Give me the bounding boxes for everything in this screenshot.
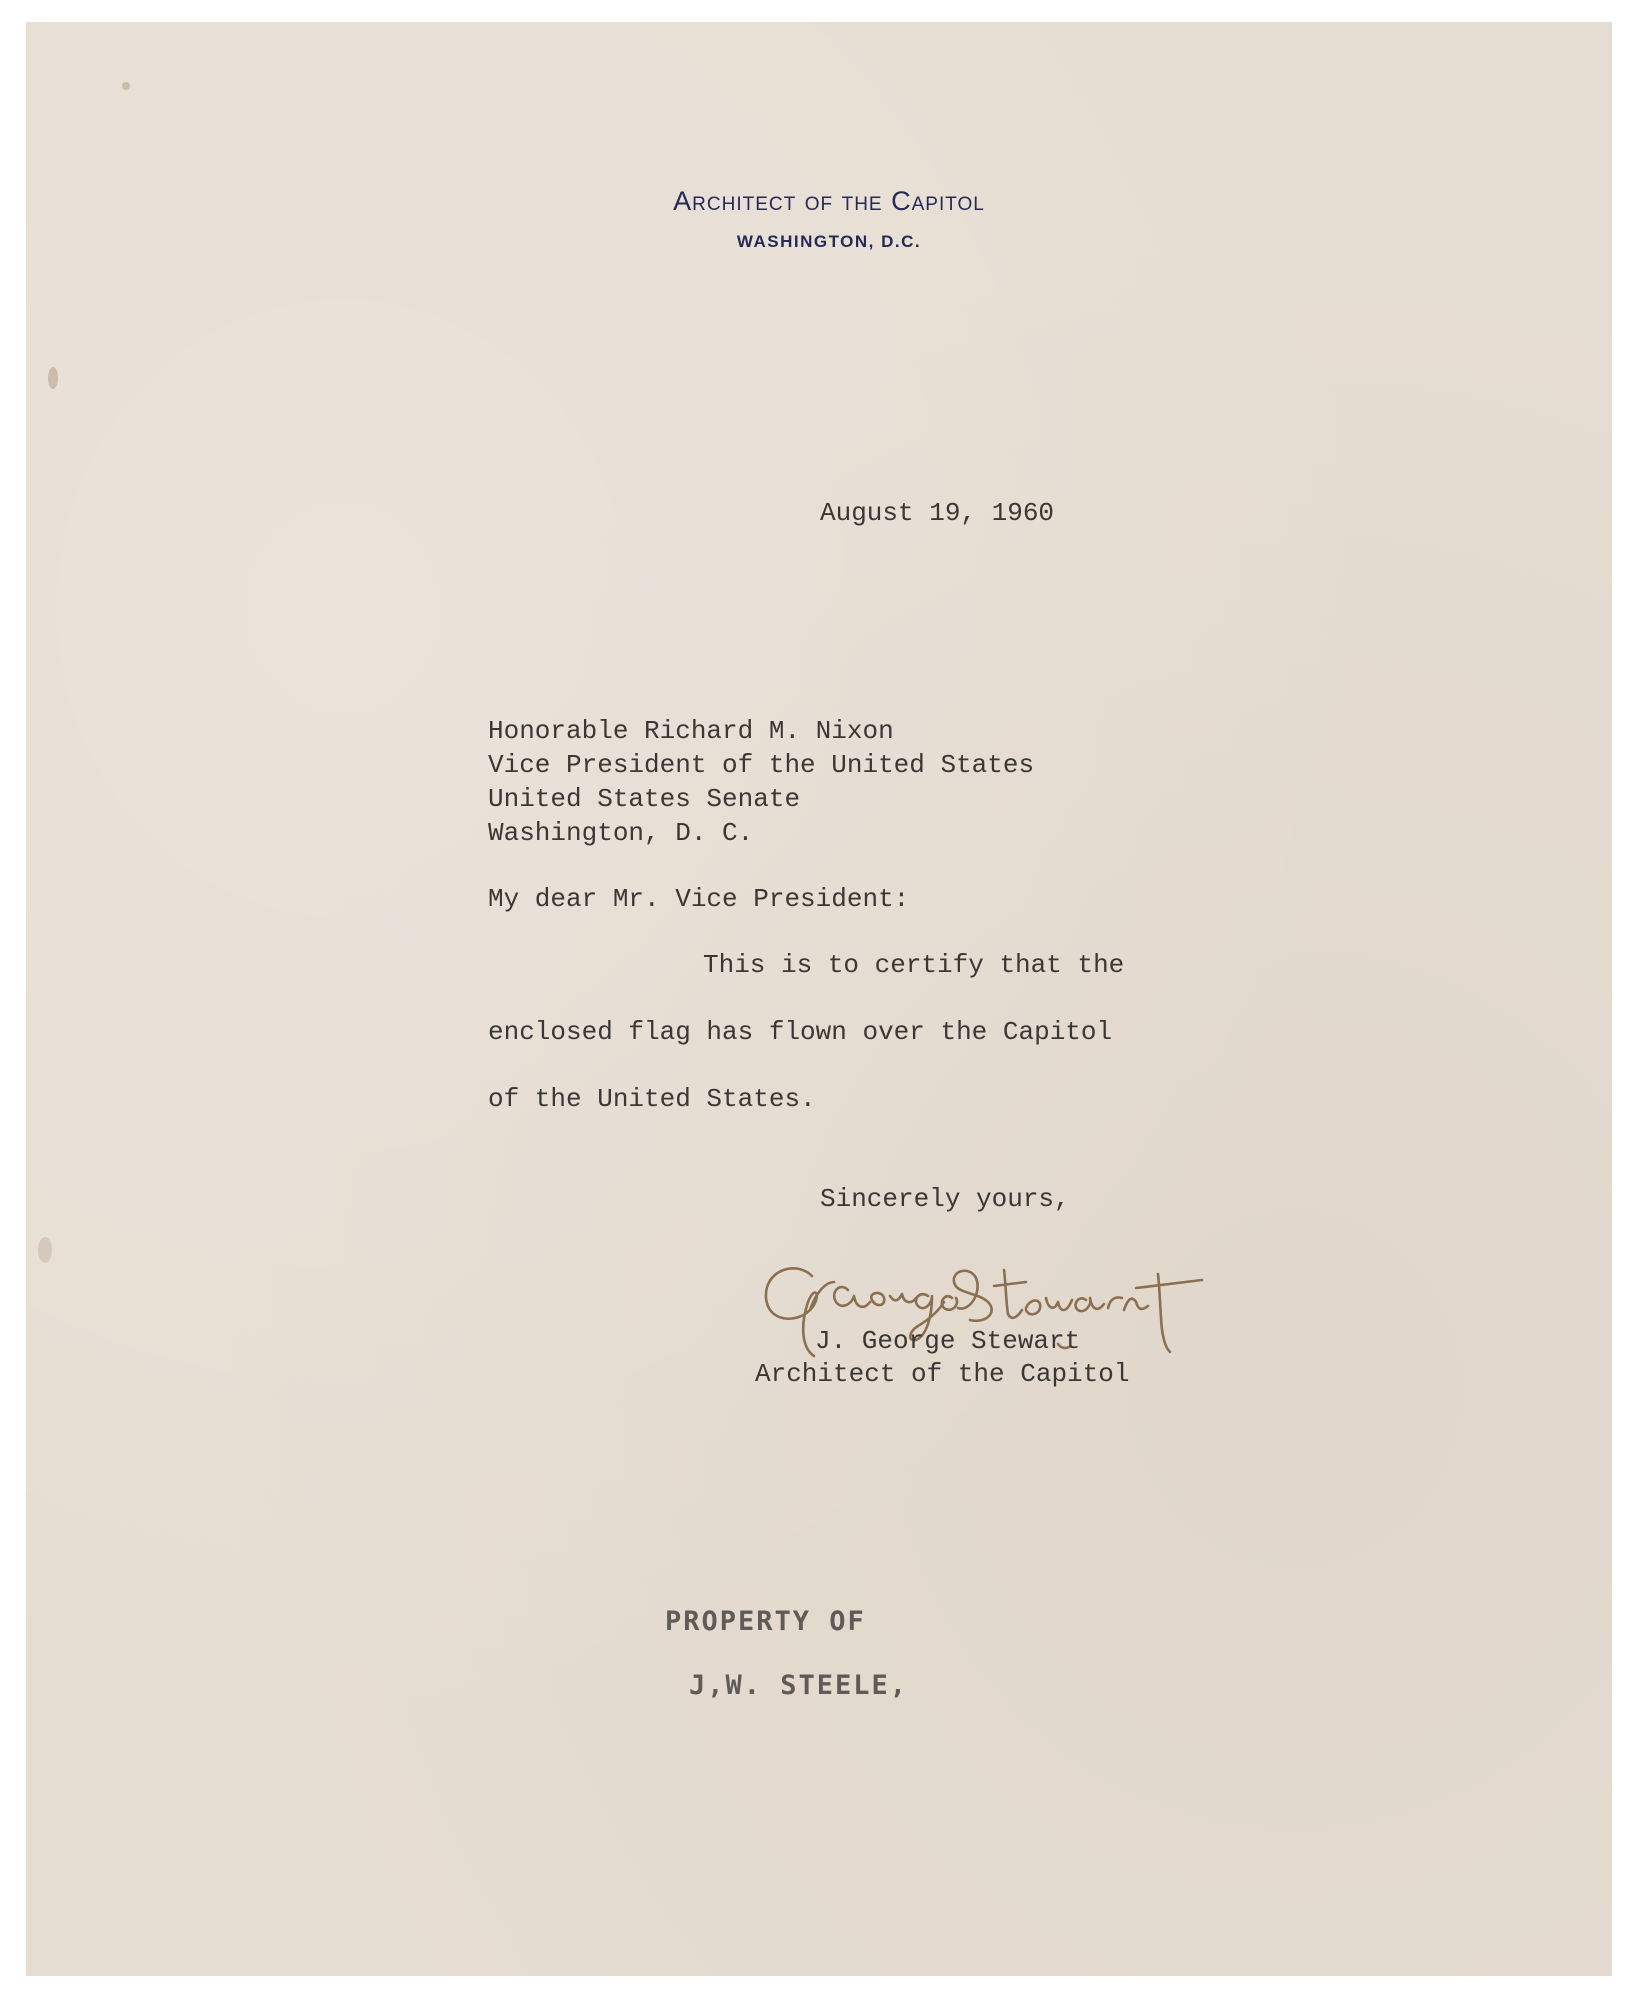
salutation: My dear Mr. Vice President:	[488, 884, 910, 914]
address-line: United States Senate	[488, 784, 801, 814]
address-line: Honorable Richard M. Nixon	[488, 716, 894, 746]
letterhead-location: WASHINGTON, D.C.	[736, 232, 922, 251]
letterhead-title: Architect of the Capitol	[673, 186, 985, 216]
letter-page	[26, 22, 1612, 1976]
paper-stain	[122, 82, 130, 90]
body-line: of the United States.	[488, 1084, 816, 1114]
letter-date: August 19, 1960	[820, 498, 1055, 528]
signer-name: J. George Stewart	[815, 1326, 1081, 1356]
closing: Sincerely yours,	[820, 1184, 1070, 1214]
paper-stain	[48, 367, 58, 389]
ownership-stamp-line2: J,W. STEELE,	[689, 1670, 909, 1701]
address-line: Vice President of the United States	[488, 750, 1035, 780]
body-line: enclosed flag has flown over the Capitol	[488, 1017, 1113, 1047]
address-line: Washington, D. C.	[488, 818, 754, 848]
body-line: This is to certify that the	[703, 950, 1125, 980]
signer-title: Architect of the Capitol	[755, 1359, 1130, 1389]
paper-stain	[38, 1237, 52, 1263]
ownership-stamp-line1: PROPERTY OF	[665, 1606, 866, 1637]
recipient-address	[488, 714, 1034, 850]
